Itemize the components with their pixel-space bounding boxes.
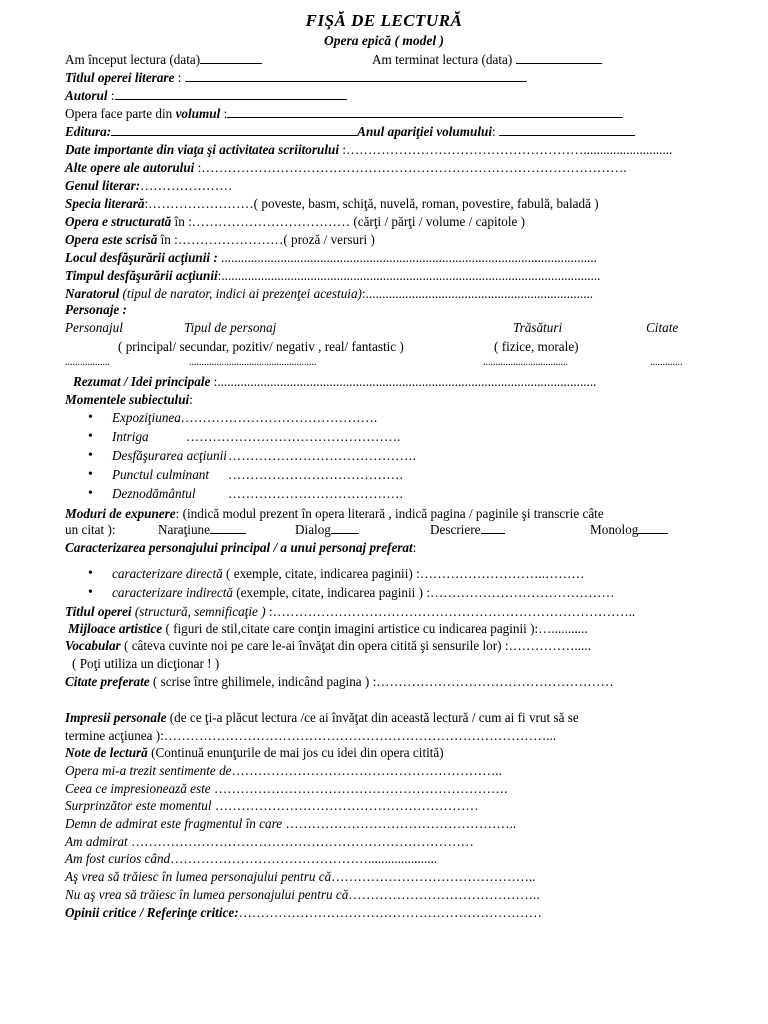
exposition-hint: (indică modul prezent în opera literară , indică pagina / paginile şi transcrie câte [182,506,604,521]
reading-notes-hint: (Continuă enunţurile de mai jos cu idei din opera citită) [151,745,444,760]
critics-row: Opinii critice / Referinţe critice:…………………………………………………………… [65,905,542,920]
note-prompt-3-text: Surprinzător este momentul [65,798,212,813]
structure-in: în [174,214,185,229]
volume-row: Opera face parte din volumul : [65,105,623,122]
genre-row: Genul literar:………………… [65,178,233,193]
title-blank[interactable] [185,69,527,82]
written-in: în [160,232,171,247]
note-prompt-6: Am fost curios când………………………………………..................... [65,851,438,866]
mode-narration-label: Naraţiune [158,522,210,537]
characters-label-text: Personaje : [65,302,127,317]
impressions-hint-2: termine acţiunea ): [65,728,164,743]
structure-label: Opera e structurată [65,214,172,229]
list-item: • Expoziţiunea ………………………………………. [88,409,227,428]
reading-notes-label: Note de lectură [65,745,148,760]
direct-characterization: caracterizare directă [112,566,223,581]
list-item: • Punctul culminant …………………………………. [88,466,227,485]
characters-label [65,301,127,318]
impressions-hint: (de ce ţi-a plăcut lectura /ce ai învăţat din această lectură / cum ai fi vrut să se [169,710,579,725]
mode-dialog-blank[interactable] [331,521,359,534]
note-prompt-2: Ceea ce impresionează este …………………………………………………………. [65,781,508,796]
direct-hint: ( exemple, citate, indicarea paginii) [226,566,413,581]
mode-narration [158,521,246,538]
year-blank[interactable] [499,123,635,136]
col-traits: Trăsături [513,320,563,335]
list-item: • caracterizare directă ( exemple, citate, indicarea paginii) :………………………..……… [88,565,615,584]
time-row: Timpul desfăşurării acţiunii:................................................................................................................... [65,268,601,283]
list-item: • caracterizare indirectă (exemple, citate, indicarea paginii ) :…………………………………… [88,584,615,603]
col-quotes: Citate [646,320,679,335]
impressions-row [65,709,579,726]
quotes-dots[interactable]: ............. [650,357,683,368]
title-meaning-row: Titlul operei (structură, semnificaţie ) :……………………………………………………………………….. [65,604,636,619]
note-prompt-3: Surprinzător este momentul …………………………………………………… [65,798,479,813]
moment-climax: Punctul culminant [112,467,210,482]
species-label: Specia literară [65,196,145,211]
title-row: Titlul operei literare : [65,69,527,86]
moments-list [88,409,416,504]
traits-dots[interactable]: .................................. [483,357,568,368]
note-prompt-5-text: Am admirat [65,834,128,849]
species-options: ( poveste, basm, schiţă, nuvelă, roman, povestire, fabulă, baladă ) [253,196,599,211]
author-blank[interactable] [115,87,347,100]
moment-exposition: Expoziţiunea [112,410,181,425]
vocabulary-note: ( Poţi utiliza un dicţionar ! ) [72,656,220,671]
volume-label: volumul [175,106,221,121]
mode-monologue-label: Monolog [590,522,639,537]
time-label: Timpul desfăşurării acţiunii [65,268,218,283]
note-prompt-5: Am admirat …………………………………………………………………… [65,834,474,849]
vocabulary-hint: ( câteva cuvinte noi pe care le-ai învăţat din opera citită şi sensurile lor) [124,638,502,653]
end-date-label: Am terminat lectura (data) [372,52,513,67]
structure-row: Opera e structurată în :……………………………… (cărţi / părţi / volume / capitole ) [65,214,526,229]
written-options: ( proză / versuri ) [283,232,375,247]
note-prompt-8: Nu aş vrea să trăiesc în lumea personajului pentru că…………………………………….. [65,887,540,902]
note-prompt-1-text: Opera mi-a trezit sentimente de [65,763,232,778]
moment-denouement: Deznodământul [112,486,196,501]
volume-blank[interactable] [227,105,623,118]
artistic-label: Mijloace artistice [68,621,163,636]
exposition-hint-2: un citat ): [65,522,116,537]
note-prompt-1: Opera mi-a trezit sentimente de…………………………………………………….. [65,763,502,778]
narrator-hint: (tipul de narator, indici ai prezenţei acestuia) [122,286,362,301]
exposition-label: Moduri de expunere [65,506,176,521]
mode-monologue [590,521,668,538]
exposition-modes-row [65,521,116,538]
type-hint: ( principal/ secundar, pozitiv/ negativ , real/ fantastic ) [118,339,404,354]
note-prompt-4-text: Demn de admirat este fragmentul în care [65,816,283,831]
mode-description-blank[interactable] [481,521,505,534]
list-item: • Deznodământul …………………………………. [88,485,227,504]
page-subtitle: Opera epică ( model ) [324,33,444,48]
quotes-label: Citate preferate [65,674,150,689]
artistic-row: Mijloace artistice ( figuri de stil,citate care conţin imagini artistice cu indicarea paginii ):…........... [68,621,588,636]
vocabulary-label: Vocabular [65,638,121,653]
title-meaning-label: Titlul operei [65,604,132,619]
characterization-list [88,565,615,603]
dates-row [65,51,262,68]
summary-row: Rezumat / Idei principale :................................................................................................................... [73,374,597,389]
mode-narration-blank[interactable] [210,521,246,534]
mode-monologue-blank[interactable] [638,521,668,534]
col-type: Tipul de personaj [184,320,277,335]
other-works-row: Alte opere ale autorului :……………………………………………………………………………………. [65,160,627,175]
other-works-label: Alte opere ale autorului [65,160,195,175]
quotes-hint: ( scrise între ghilimele, indicând pagina ) [152,674,370,689]
place-label: Locul desfăşurării acţiunii : [65,250,218,265]
publisher-blank[interactable] [111,123,357,136]
artistic-hint: ( figuri de stil,citate care conţin imagini artistice cu indicarea paginii ): [165,621,539,636]
narrator-row: Naratorul (tipul de narator, indici ai prezenţei acestuia):..................................................................... [65,286,594,301]
written-label: Opera este scrisă [65,232,158,247]
characterization-row: Caracterizarea personajului principal / a unui personaj preferat: [65,540,417,555]
mode-description-label: Descriere [430,522,481,537]
publisher-row: Editura: Anul apariţiei volumului: [65,123,635,140]
note-prompt-7: Aş vrea să trăiesc în lumea personajului pentru că……………………………………….. [65,869,536,884]
start-date-label: Am început lectura (data) [65,52,201,67]
reading-notes-row [65,744,444,761]
note-prompt-8-text: Nu aş vrea să trăiesc în lumea personajului pentru că [65,887,349,902]
publisher-label: Editura: [65,124,112,139]
narrator-label: Naratorul [65,286,120,301]
start-date-blank[interactable] [200,51,262,64]
title-label: Titlul operei literare [65,70,175,85]
impressions-label: Impresii personale [65,710,167,725]
list-item: • Desfăşurarea acţiunii ……………………………………. [88,447,227,466]
moment-intrigue: Intriga [112,429,149,444]
summary-label: Rezumat / Idei principale [73,374,211,389]
end-date-blank[interactable] [516,51,602,64]
volume-prefix: Opera face parte din [65,106,173,121]
page-title: FIŞĂ DE LECTURĂ [305,11,463,30]
type-dots[interactable]: ................................................... [189,357,317,368]
genre-label: Genul literar: [65,178,141,193]
structure-options: (cărţi / părţi / volume / capitole ) [353,214,526,229]
note-prompt-6-text: Am fost curios când [65,851,171,866]
mode-dialog [295,521,359,538]
traits-hint: ( fizice, morale) [494,339,579,354]
author-label: Autorul [65,88,108,103]
indirect-characterization: caracterizare indirectă [112,585,233,600]
exposition-row: Moduri de expunere: (indică modul prezent în opera literară , indică pagina / paginile şi transcrie câte [65,506,604,521]
note-prompt-7-text: Aş vrea să trăiesc în lumea personajului pentru că [65,869,332,884]
place-row: Locul desfăşurării acţiunii : .................................................................................................................. [65,250,597,265]
mode-description [430,521,505,538]
title-meaning-hint: (structură, semnificaţie ) [134,604,266,619]
moment-development: Desfăşurarea acţiunii [112,448,227,463]
vocabulary-row: Vocabular ( câteva cuvinte noi pe care le-ai învăţat din opera citită şi sensurile lor) :……………..... [65,638,591,653]
year-label: Anul apariţiei volumului [357,124,493,139]
bio-row: Date importante din viaţa şi activitatea scriitorului :………………………………………………........................... [65,142,673,157]
impressions-row-2: termine acţiunea ):……………………………………………………………………………... [65,728,557,743]
author-row: Autorul : [65,87,347,104]
note-prompt-2-text: Ceea ce impresionează este [65,781,211,796]
bio-label: Date importante din viaţa şi activitatea scriitorului [65,142,340,157]
indirect-hint: (exemple, citate, indicarea paginii ) [236,585,424,600]
species-row: Specia literară:……………………( poveste, basm, schiţă, nuvelă, roman, povestire, fabulă, baladă ) [65,196,599,211]
character-dots[interactable]: .................. [65,357,110,368]
moments-label: Momentele subiectului [65,392,190,407]
written-row: Opera este scrisă în :……………………( proză / versuri ) [65,232,375,247]
mode-dialog-label: Dialog [295,522,331,537]
list-item: • Intriga …………………………………………. [88,428,227,447]
characterization-label: Caracterizarea personajului principal / a unui personaj preferat [65,540,413,555]
col-character: Personajul [65,320,123,335]
end-date-group [372,51,602,68]
quotes-row: Citate preferate ( scrise între ghilimele, indicând pagina ) :……………………………………………… [65,674,614,689]
critics-label: Opinii critice / Referinţe critice: [65,905,239,920]
note-prompt-4: Demn de admirat este fragmentul în care …………………………………………….. [65,816,517,831]
moments-row: Momentele subiectului: [65,392,193,407]
